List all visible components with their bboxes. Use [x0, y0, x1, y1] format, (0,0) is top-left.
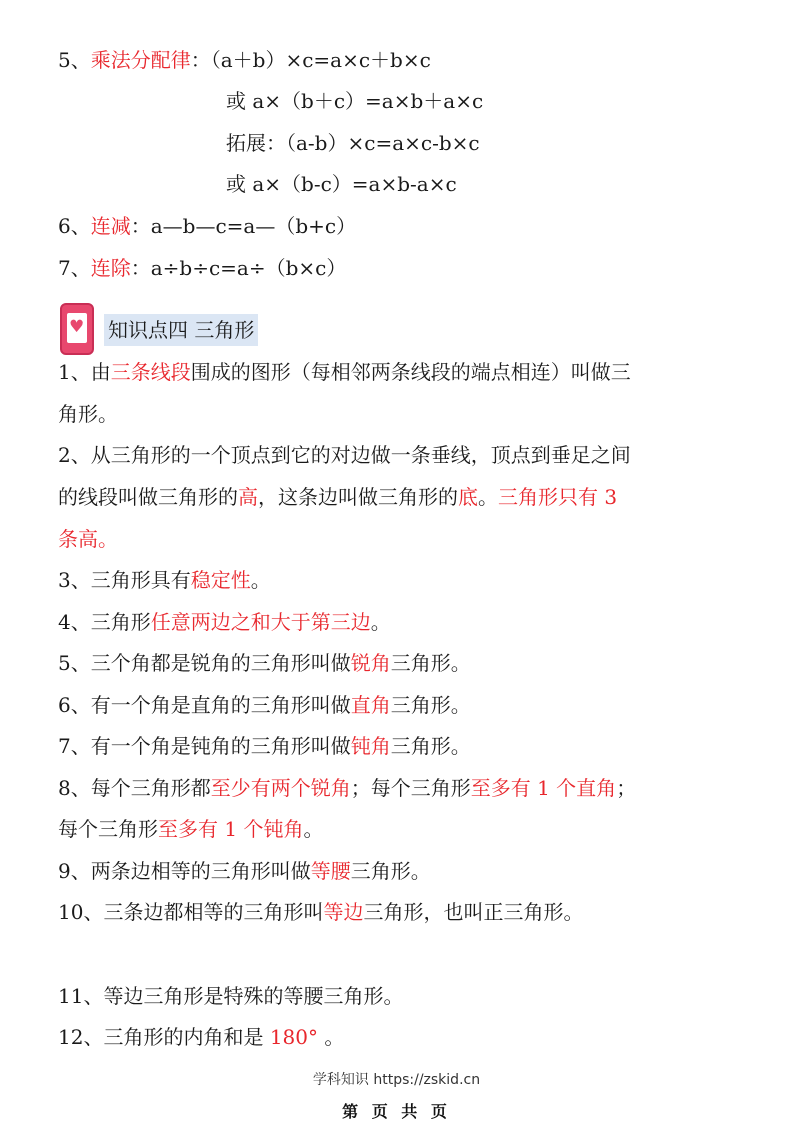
formula-line: 或 a×（b＋c）=a×b＋a×c	[226, 89, 484, 113]
fact-text: ；每个三角形	[350, 776, 471, 800]
fact-text: 10、三条边都相等的三角形叫	[58, 900, 324, 924]
fact-text: 三角形。	[390, 651, 471, 675]
term-highlight: 乘法分配律	[90, 48, 191, 72]
item-number: 6、	[58, 214, 91, 238]
fact-text: 角形。	[58, 402, 118, 426]
fact-text: 9、两条边相等的三角形叫做	[58, 859, 311, 883]
key-term: 底	[458, 485, 478, 509]
formula-text: ：a—b—c=a—（b+c）	[130, 214, 357, 238]
key-term: 三角形只有 3	[498, 485, 618, 509]
fact-line	[58, 566, 271, 594]
item-number: 7、	[58, 256, 91, 280]
formula-line: 拓展：（a-b）×c=a×c-b×c	[226, 131, 480, 155]
heart-icon: ♥	[69, 317, 85, 337]
fact-line	[58, 1023, 344, 1051]
fact-text: 。	[478, 485, 498, 509]
fact-text: 三角形，也叫正三角形。	[363, 900, 584, 924]
fact-text: 2、从三角形的一个顶点到它的对边做一条垂线，顶点到垂足之间	[58, 443, 631, 467]
key-term: 高	[238, 485, 258, 509]
key-term: 等边	[323, 900, 364, 924]
fact-line	[58, 525, 118, 553]
formula-text: ：a÷b÷c=a÷（b×c）	[130, 256, 347, 280]
fact-text: 。	[250, 568, 271, 592]
fact-text: 每个三角形	[58, 817, 158, 841]
key-term: 稳定性	[190, 568, 251, 592]
key-term: 直角	[350, 693, 391, 717]
fact-line	[58, 898, 583, 926]
fact-line	[58, 982, 403, 1010]
fact-line	[58, 441, 631, 469]
formula-line: 或 a×（b-c）=a×b-a×c	[226, 172, 457, 196]
fact-line	[58, 732, 471, 760]
fact-line	[58, 857, 431, 885]
fact-text: 。	[318, 1025, 345, 1049]
fact-text: 11、等边三角形是特殊的等腰三角形。	[58, 984, 404, 1008]
fact-text: 三角形。	[390, 734, 471, 758]
fact-line	[58, 608, 391, 636]
formula-line	[58, 212, 356, 240]
section-title: 知识点四 三角形	[104, 314, 258, 346]
key-term: 钝角	[350, 734, 391, 758]
formula-line	[58, 46, 431, 74]
term-highlight: 连除	[90, 256, 131, 280]
term-highlight: 连减	[90, 214, 131, 238]
fact-line	[58, 400, 118, 428]
fact-text: ；	[616, 776, 637, 800]
key-term: 锐角	[350, 651, 391, 675]
fact-text: 的线段叫做三角形的	[58, 485, 238, 509]
key-term: 180°	[269, 1025, 318, 1049]
fact-text: ，这条边叫做三角形的	[258, 485, 458, 509]
fact-line	[58, 358, 631, 386]
fact-text: 8、每个三角形都	[58, 776, 211, 800]
fact-line	[58, 815, 323, 843]
fact-text: 围成的图形（每相邻两条线段的端点相连）叫做三	[190, 360, 631, 384]
key-term: 等腰	[310, 859, 351, 883]
key-term: 任意两边之和大于第三边	[150, 610, 371, 634]
key-term: 条高。	[58, 527, 118, 551]
fact-text: 三角形。	[350, 859, 431, 883]
formula-line	[58, 254, 346, 282]
key-term: 三条线段	[110, 360, 191, 384]
key-term: 至多有 1 个直角	[470, 776, 617, 800]
fact-text: 6、有一个角是直角的三角形叫做	[58, 693, 351, 717]
phone-badge-icon	[60, 303, 94, 355]
key-term: 至少有两个锐角	[210, 776, 351, 800]
fact-text: 4、三角形	[58, 610, 151, 634]
item-number: 5、	[58, 48, 91, 72]
fact-line	[58, 774, 636, 802]
fact-text: 三角形。	[390, 693, 471, 717]
footer-link[interactable]: 学科知识 https://zskid.cn	[312, 1072, 481, 1088]
key-term: 至多有 1 个钝角	[158, 817, 304, 841]
fact-text: 。	[370, 610, 391, 634]
page-number: 第 页 共 页	[342, 1102, 451, 1121]
fact-line	[58, 691, 471, 719]
fact-text: 1、由	[58, 360, 111, 384]
fact-line	[58, 649, 471, 677]
fact-text: 7、有一个角是钝角的三角形叫做	[58, 734, 351, 758]
fact-text: 12、三角形的内角和是	[58, 1025, 270, 1049]
fact-text: 3、三角形具有	[58, 568, 191, 592]
fact-text: 5、三个角都是锐角的三角形叫做	[58, 651, 351, 675]
formula-text: ：（a＋b）×c=a×c＋b×c	[190, 48, 431, 72]
fact-text: 。	[303, 817, 324, 841]
fact-line	[58, 483, 617, 511]
